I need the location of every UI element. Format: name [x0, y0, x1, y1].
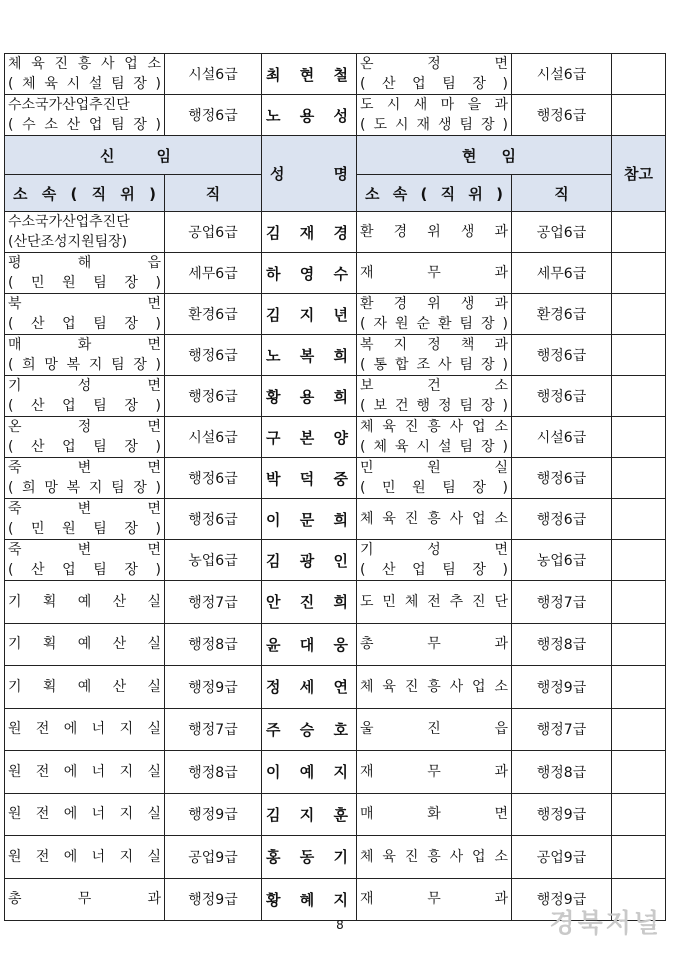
name-cell: 김 재 경: [262, 212, 357, 253]
name-cell: 윤 대 웅: [262, 623, 357, 666]
cur-dept-cell-line: 재 무 과: [360, 265, 508, 281]
name-cell: 김 광 인: [262, 540, 357, 581]
cur-dept-cell: [357, 294, 512, 335]
new-dept-cell: [5, 793, 165, 836]
new-dept-cell-line: 죽 변 면: [8, 542, 161, 558]
new-dept-cell-line: 매 화 면: [8, 337, 161, 353]
new-grade-cell: 행정6급: [165, 458, 262, 499]
new-dept-cell-line: 죽 변 면: [8, 501, 161, 517]
cur-dept-cell-line: ( 체 육 시 설 팀 장 ): [360, 439, 508, 455]
table-row: [5, 294, 666, 335]
new-dept-cell: [5, 417, 165, 458]
cur-dept-cell: [357, 793, 512, 836]
note-cell: [612, 666, 666, 709]
page-number: 8: [336, 918, 344, 932]
cur-dept-cell-line: 도 민 체 전 추 진 단: [360, 593, 508, 610]
new-dept-cell-line: ( 수 소 산 업 팀 장 ): [8, 117, 161, 133]
new-dept-cell: [5, 499, 165, 540]
new-dept-cell: [5, 836, 165, 879]
cur-dept-cell: [357, 751, 512, 794]
cur-dept-cell: [357, 623, 512, 666]
cur-dept-cell-line: 환 경 위 생 과: [360, 224, 508, 240]
name-cell: 최 현 철: [262, 54, 357, 95]
cur-dept-cell: [357, 335, 512, 376]
table-row: [5, 836, 666, 879]
table-header: [5, 136, 666, 212]
cur-grade-cell: 시설6급: [512, 417, 612, 458]
personnel-table: [4, 53, 666, 921]
cur-dept-cell-line: ( 민 원 팀 장 ): [360, 480, 508, 496]
new-dept-cell-line: ( 희 망 복 지 팀 장 ): [8, 480, 161, 496]
new-grade-cell: 행정9급: [165, 793, 262, 836]
table-row: [5, 253, 666, 294]
note-cell: [612, 458, 666, 499]
new-dept-cell: [5, 708, 165, 751]
new-dept-cell-line: ( 민 원 팀 장 ): [8, 521, 161, 537]
new-dept-cell-line: 원 전 에 너 지 실: [8, 848, 161, 865]
cur-dept-cell-line: 체 육 진 흥 사 업 소: [360, 419, 508, 435]
new-dept-cell: [5, 458, 165, 499]
table-row: [5, 540, 666, 581]
new-grade-header: 직: [165, 175, 262, 212]
new-dept-cell: [5, 294, 165, 335]
new-dept-cell-line: 기 획 예 산 실: [8, 636, 161, 653]
cur-grade-cell: 행정6급: [512, 376, 612, 417]
new-grade-cell: 농업6급: [165, 540, 262, 581]
cur-dept-cell: [357, 212, 512, 253]
cur-grade-cell: 행정8급: [512, 751, 612, 794]
new-dept-cell-line: 원 전 에 너 지 실: [8, 721, 161, 738]
new-dept-cell-line: 기 획 예 산 실: [8, 678, 161, 695]
cur-dept-cell-line: ( 산 업 팀 장 ): [360, 562, 508, 578]
name-cell: 노 용 성: [262, 95, 357, 136]
cur-dept-cell-line: 체 육 진 흥 사 업 소: [360, 511, 508, 527]
cur-dept-cell: [357, 54, 512, 95]
new-dept-cell: [5, 666, 165, 709]
table-row: [5, 499, 666, 540]
new-dept-cell-line: ( 산 업 팀 장 ): [8, 316, 161, 332]
new-dept-cell: [5, 253, 165, 294]
cur-grade-cell: 농업6급: [512, 540, 612, 581]
cur-dept-cell-line: 기 성 면: [360, 542, 508, 558]
cur-dept-cell-line: 울 진 읍: [360, 721, 508, 738]
cur-dept-cell: [357, 708, 512, 751]
new-dept-cell: [5, 751, 165, 794]
cur-dept-cell: [357, 95, 512, 136]
cur-grade-header: 직: [512, 175, 612, 212]
name-cell: 박 덕 중: [262, 458, 357, 499]
cur-dept-cell-line: 민 원 실: [360, 460, 508, 476]
table-row: [5, 581, 666, 624]
cur-grade-cell: 행정9급: [512, 666, 612, 709]
new-dept-cell-line: 수소국가산업추진단: [8, 214, 130, 230]
note-cell: [612, 581, 666, 624]
note-cell: [612, 540, 666, 581]
new-dept-cell-line: 죽 변 면: [8, 460, 161, 476]
new-grade-cell: 행정9급: [165, 878, 262, 921]
new-dept-cell: [5, 878, 165, 921]
cur-dept-cell-line: 보 건 소: [360, 378, 508, 394]
cur-dept-cell: [357, 253, 512, 294]
cur-dept-cell-line: 체 육 진 흥 사 업 소: [360, 848, 508, 865]
new-grade-cell: 행정8급: [165, 751, 262, 794]
new-grade-cell: 시설6급: [165, 417, 262, 458]
new-dept-cell-line: ( 산 업 팀 장 ): [8, 398, 161, 414]
name-cell: 이 문 희: [262, 499, 357, 540]
cur-dept-cell-line: ( 도 시 재 생 팀 장 ): [360, 117, 508, 133]
name-cell: 주 승 호: [262, 708, 357, 751]
new-grade-cell: 공업9급: [165, 836, 262, 879]
cur-grade-cell: 행정6급: [512, 458, 612, 499]
watermark-logo: 경북저널: [549, 909, 662, 939]
cur-grade-cell: 행정8급: [512, 623, 612, 666]
cur-dept-cell-line: 환 경 위 생 과: [360, 296, 508, 312]
cur-dept-cell: [357, 666, 512, 709]
new-grade-cell: 행정6급: [165, 95, 262, 136]
name-cell: 노 복 희: [262, 335, 357, 376]
table-main-rows: [5, 212, 666, 921]
table-row: [5, 335, 666, 376]
cur-grade-cell: 행정9급: [512, 878, 612, 921]
table-row: [5, 376, 666, 417]
cur-dept-cell: [357, 417, 512, 458]
new-grade-cell: 행정7급: [165, 708, 262, 751]
name-cell: 이 예 지: [262, 751, 357, 794]
new-dept-cell: [5, 623, 165, 666]
new-dept-cell: [5, 581, 165, 624]
new-dept-cell-line: ( 체 육 시 설 팀 장 ): [8, 76, 161, 92]
new-dept-cell-line: 평 해 읍: [8, 255, 161, 271]
note-cell: [612, 417, 666, 458]
new-grade-cell: 환경6급: [165, 294, 262, 335]
cur-dept-cell-line: ( 자 원 순 환 팀 장 ): [360, 316, 508, 332]
note-cell: [612, 294, 666, 335]
table-row: [5, 793, 666, 836]
new-grade-cell: 행정9급: [165, 666, 262, 709]
new-dept-cell-line: 체 육 진 흥 사 업 소: [8, 56, 161, 72]
table-row: [5, 666, 666, 709]
note-cell: [612, 253, 666, 294]
table-row: [5, 212, 666, 253]
cur-dept-cell-line: ( 산 업 팀 장 ): [360, 76, 508, 92]
cur-dept-cell: [357, 581, 512, 624]
cur-dept-cell-line: 도 시 새 마 을 과: [360, 97, 508, 113]
name-cell: 김 지 년: [262, 294, 357, 335]
cur-grade-cell: 시설6급: [512, 54, 612, 95]
new-dept-cell-line: ( 민 원 팀 장 ): [8, 275, 161, 291]
table-row: [5, 54, 666, 95]
new-grade-cell: 세무6급: [165, 253, 262, 294]
new-dept-cell: [5, 540, 165, 581]
new-dept-cell: [5, 376, 165, 417]
cur-dept-cell-line: 복 지 정 책 과: [360, 337, 508, 353]
cur-dept-header: 소 속 ( 직 위 ): [357, 175, 512, 212]
name-header: 성 명: [262, 136, 357, 212]
name-cell: 황 혜 지: [262, 878, 357, 921]
cur-dept-cell-line: 재 무 과: [360, 891, 508, 908]
name-cell: 안 진 희: [262, 581, 357, 624]
new-dept-cell-line: 북 면: [8, 296, 161, 312]
new-dept-cell: [5, 335, 165, 376]
table-row: [5, 751, 666, 794]
cur-dept-cell: [357, 499, 512, 540]
cur-grade-cell: 행정7급: [512, 581, 612, 624]
table-row: [5, 708, 666, 751]
name-cell: 구 본 양: [262, 417, 357, 458]
note-header: 참고: [612, 136, 666, 212]
new-grade-cell: 공업6급: [165, 212, 262, 253]
note-cell: [612, 836, 666, 879]
table-row: [5, 95, 666, 136]
cur-dept-cell-line: 온 정 면: [360, 56, 508, 72]
name-cell: 정 세 연: [262, 666, 357, 709]
cur-dept-cell: [357, 540, 512, 581]
table-row: [5, 417, 666, 458]
cur-dept-cell: [357, 458, 512, 499]
new-dept-cell-line: 수소국가산업추진단: [8, 97, 130, 113]
cur-dept-cell-line: 매 화 면: [360, 806, 508, 823]
cur-grade-cell: 행정6급: [512, 499, 612, 540]
note-cell: [612, 95, 666, 136]
name-cell: 황 용 희: [262, 376, 357, 417]
new-dept-cell-line: 원 전 에 너 지 실: [8, 806, 161, 823]
cur-grade-cell: 공업6급: [512, 212, 612, 253]
cur-dept-cell-line: ( 통 합 조 사 팀 장 ): [360, 357, 508, 373]
new-dept-cell-line: ( 희 망 복 지 팀 장 ): [8, 357, 161, 373]
new-dept-cell-line: 원 전 에 너 지 실: [8, 763, 161, 780]
new-position-header: 신 임: [5, 136, 262, 175]
note-cell: [612, 793, 666, 836]
new-grade-cell: 행정6급: [165, 499, 262, 540]
cur-dept-cell-line: 재 무 과: [360, 763, 508, 780]
note-cell: [612, 499, 666, 540]
current-position-header: 현 임: [357, 136, 612, 175]
note-cell: [612, 751, 666, 794]
new-dept-cell-line: ( 산 업 팀 장 ): [8, 439, 161, 455]
cur-grade-cell: 공업9급: [512, 836, 612, 879]
new-grade-cell: 행정8급: [165, 623, 262, 666]
new-dept-header: 소 속 ( 직 위 ): [5, 175, 165, 212]
cur-dept-cell-line: ( 보 건 행 정 팀 장 ): [360, 398, 508, 414]
new-dept-cell: [5, 54, 165, 95]
new-dept-cell-line: 총 무 과: [8, 891, 161, 908]
new-grade-cell: 행정7급: [165, 581, 262, 624]
new-dept-cell-line: ( 산 업 팀 장 ): [8, 562, 161, 578]
new-dept-cell-line: 기 성 면: [8, 378, 161, 394]
new-dept-cell-line: (산단조성지원팀장): [8, 234, 128, 250]
note-cell: [612, 212, 666, 253]
note-cell: [612, 376, 666, 417]
cur-grade-cell: 행정7급: [512, 708, 612, 751]
cur-dept-cell: [357, 376, 512, 417]
table-row: [5, 458, 666, 499]
cur-dept-cell-line: 체 육 진 흥 사 업 소: [360, 678, 508, 695]
new-grade-cell: 시설6급: [165, 54, 262, 95]
cur-grade-cell: 세무6급: [512, 253, 612, 294]
cur-grade-cell: 환경6급: [512, 294, 612, 335]
cur-grade-cell: 행정9급: [512, 793, 612, 836]
new-dept-cell-line: 온 정 면: [8, 419, 161, 435]
new-dept-cell: [5, 95, 165, 136]
note-cell: [612, 54, 666, 95]
note-cell: [612, 335, 666, 376]
cur-grade-cell: 행정6급: [512, 95, 612, 136]
new-grade-cell: 행정6급: [165, 335, 262, 376]
name-cell: 하 영 수: [262, 253, 357, 294]
note-cell: [612, 708, 666, 751]
table-row: [5, 623, 666, 666]
cur-dept-cell: [357, 836, 512, 879]
new-grade-cell: 행정6급: [165, 376, 262, 417]
note-cell: [612, 623, 666, 666]
new-dept-cell-line: 기 획 예 산 실: [8, 593, 161, 610]
new-dept-cell: [5, 212, 165, 253]
cur-dept-cell-line: 총 무 과: [360, 636, 508, 653]
name-cell: 홍 동 기: [262, 836, 357, 879]
cur-grade-cell: 행정6급: [512, 335, 612, 376]
name-cell: 김 지 훈: [262, 793, 357, 836]
cur-dept-cell: [357, 878, 512, 921]
table-top-rows: [5, 54, 666, 136]
